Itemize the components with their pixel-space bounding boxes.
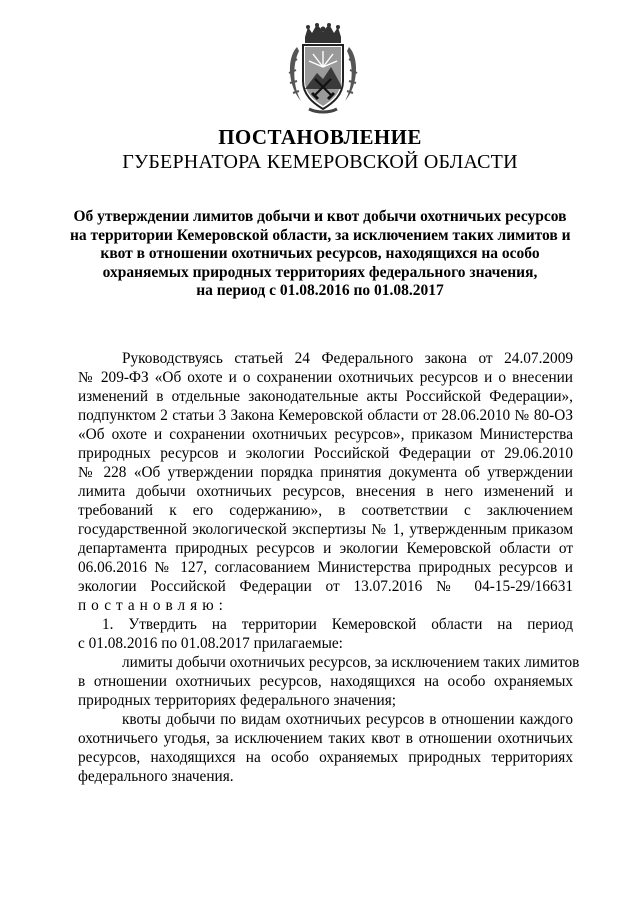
subject-line: квот в отношении охотничьих ресурсов, находящихся на особо [100,245,540,262]
body-line: подпунктом 2 статьи 3 Закона Кемеровской области от 28.06.2010 № 80-ОЗ [78,407,573,424]
document-body [78,349,580,786]
body-line: требований к его содержанию», в соответствии с заключением [78,502,573,519]
body-line: «Об охоте и сохранении охотничьих ресурсов», приказом Министерства [78,426,573,443]
document-issuer: ГУБЕРНАТОРА КЕМЕРОВСКОЙ ОБЛАСТИ [122,151,518,173]
body-line: лимиты добычи охотничьих ресурсов, за исключением таких лимитов [122,654,580,671]
body-line: № 209-ФЗ «Об охоте и о сохранении охотничьих ресурсов и о внесении [78,369,573,386]
body-line: с 01.08.2016 по 01.08.2017 прилагаемые: [78,635,343,652]
body-line: федерального значения. [78,768,234,785]
body-line: Руководствуясь статьей 24 Федерального закона от 24.07.2009 [122,350,573,367]
body-line: 06.06.2016 № 127, согласованием Министерства природных ресурсов и [78,559,573,576]
body-line: департамента природных ресурсов и экологии Кемеровской области от [78,540,573,557]
document-title: ПОСТАНОВЛЕНИЕ [218,125,422,149]
body-line: № 228 «Об утверждении порядка принятия документа об утверждении [78,464,573,481]
body-line: изменений в отдельные законодательные акты Российской Федерации», [78,388,573,405]
document-subject [70,208,570,301]
body-line: охотничьего угодья, за исключением таких квот в отношении охотничьих [78,730,573,747]
body-line: квоты добычи по видам охотничьих ресурсов в отношении каждого [122,711,573,728]
subject-line: Об утверждении лимитов добычи и квот добычи охотничьих ресурсов [73,208,567,225]
coat-of-arms-emblem [283,23,363,115]
body-line: природных ресурсов и экологии Российской Федерации от 29.06.2010 [78,445,573,462]
body-line-decree: постановляю: [78,597,228,614]
subject-line: на период с 01.08.2016 по 01.08.2017 [196,282,444,299]
body-line: государственной экологической экспертизы № 1, утвержденным приказом [78,521,573,538]
body-line: экологии Российской Федерации от 13.07.2016 № 04-15-29/16631 [78,578,573,595]
body-line: 1. Утвердить на территории Кемеровской области на период [102,616,573,633]
body-line: природных территориях федерального значения; [78,692,397,709]
body-line: ресурсов, находящихся на особо охраняемых природных территориях [78,749,573,766]
body-line: лимита добычи охотничьих ресурсов, внесения в него изменений и [78,483,573,500]
subject-line: охраняемых природных территориях федерального значения, [102,263,538,281]
body-line: в отношении охотничьих ресурсов, находящихся на особо охраняемых [78,673,573,690]
subject-line: на территории Кемеровской области, за исключением таких лимитов и [70,226,571,244]
